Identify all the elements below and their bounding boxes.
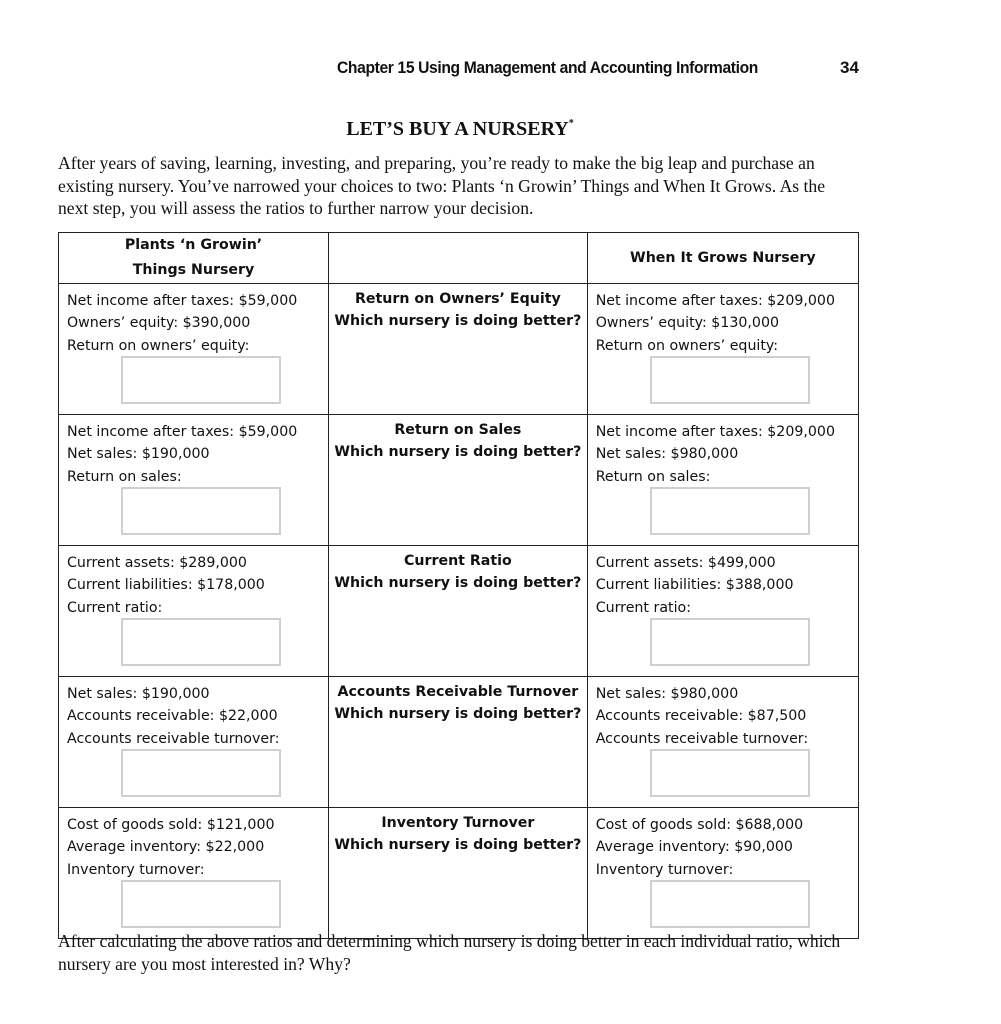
table-row-return-on-equity <box>59 284 859 415</box>
right-line: Current liabilities: $388,000 <box>595 577 794 594</box>
ratio-comparison-table <box>58 232 859 939</box>
right-line: Return on sales: <box>595 468 711 485</box>
left-line: Average inventory: $22,000 <box>67 839 265 856</box>
table-header-row <box>59 233 859 284</box>
right-nursery-header: When It Grows Nursery <box>587 233 858 284</box>
left-answer-box[interactable] <box>121 356 281 404</box>
left-line: Return on owners’ equity: <box>67 337 250 354</box>
left-line: Inventory turnover: <box>67 861 205 878</box>
right-answer-box[interactable] <box>650 487 810 535</box>
right-answer-box[interactable] <box>650 618 810 666</box>
right-line: Return on owners’ equity: <box>595 337 779 354</box>
left-line: Cost of goods sold: $121,000 <box>67 817 275 833</box>
right-answer-box[interactable] <box>650 356 810 404</box>
page-number: 34 <box>840 58 859 77</box>
left-answer-box[interactable] <box>121 749 281 797</box>
left-nursery-header <box>59 233 329 284</box>
left-cell <box>59 677 329 808</box>
left-line: Net income after taxes: $59,000 <box>67 293 298 309</box>
left-cell <box>59 808 329 939</box>
middle-cell <box>329 808 588 939</box>
right-answer-box[interactable] <box>650 880 810 928</box>
right-line: Inventory turnover: <box>595 861 734 878</box>
right-line: Cost of goods sold: $688,000 <box>595 817 804 833</box>
left-header-line-2: Things Nursery <box>132 262 255 278</box>
left-line: Accounts receivable turnover: <box>67 730 280 747</box>
comparison-question: Which nursery is doing better? <box>334 575 582 591</box>
left-cell <box>59 415 329 546</box>
table-row-current-ratio <box>59 546 859 677</box>
left-answer-box[interactable] <box>121 618 281 666</box>
left-line: Current liabilities: $178,000 <box>67 577 265 594</box>
table-row-return-on-sales <box>59 415 859 546</box>
left-cell <box>59 546 329 677</box>
left-line: Current assets: $289,000 <box>67 555 247 571</box>
left-answer-box[interactable] <box>121 487 281 535</box>
right-line: Net income after taxes: $209,000 <box>595 424 835 440</box>
right-line: Current assets: $499,000 <box>595 555 776 571</box>
left-line: Net sales: $190,000 <box>67 446 210 463</box>
footnote-mark: * <box>568 118 574 129</box>
left-line: Net income after taxes: $59,000 <box>67 424 298 440</box>
right-line: Net sales: $980,000 <box>595 686 739 702</box>
middle-header-blank <box>329 233 588 284</box>
right-cell <box>587 808 858 939</box>
title-text: LET’S BUY A NURSERY <box>346 118 569 140</box>
left-line: Accounts receivable: $22,000 <box>67 708 278 725</box>
ratio-name: Return on Owners’ Equity <box>354 291 561 307</box>
comparison-question: Which nursery is doing better? <box>334 837 582 853</box>
middle-cell <box>329 677 588 808</box>
intro-paragraph: After years of saving, learning, investing, and preparing, you’re ready to make the big leap and purchase an existing nursery. You’ve narrowed your choices to two: Plants ‘n Growin’ Things and When It Grows. As the next step, you will assess the ratios to further narrow your decision. <box>58 153 826 218</box>
right-cell <box>587 415 858 546</box>
ratio-name: Inventory Turnover <box>381 815 535 831</box>
table-row-receivable-turnover <box>59 677 859 808</box>
middle-cell <box>329 284 588 415</box>
right-cell <box>587 546 858 677</box>
ratio-name: Current Ratio <box>403 553 512 569</box>
right-line: Owners’ equity: $130,000 <box>595 315 780 332</box>
ratio-name: Return on Sales <box>394 422 522 438</box>
right-line: Accounts receivable turnover: <box>595 730 809 747</box>
left-line: Current ratio: <box>67 599 163 616</box>
right-line: Net sales: $980,000 <box>595 446 739 463</box>
ratio-name: Accounts Receivable Turnover <box>337 684 579 700</box>
left-line: Owners’ equity: $390,000 <box>67 315 251 332</box>
page-title <box>0 118 920 141</box>
left-cell <box>59 284 329 415</box>
right-line: Average inventory: $90,000 <box>595 839 793 856</box>
comparison-question: Which nursery is doing better? <box>334 706 582 722</box>
comparison-question: Which nursery is doing better? <box>334 444 582 460</box>
table-row-inventory-turnover <box>59 808 859 939</box>
closing-question: After calculating the above ratios and determining which nursery is doing better in each individual ratio, which nursery are you most interested in? Why? <box>58 931 841 974</box>
right-line: Accounts receivable: $87,500 <box>595 708 807 725</box>
chapter-header: Chapter 15 Using Management and Accounting Information <box>337 58 758 77</box>
right-cell <box>587 677 858 808</box>
middle-cell <box>329 546 588 677</box>
left-line: Return on sales: <box>67 468 182 485</box>
left-line: Net sales: $190,000 <box>67 686 210 702</box>
right-line: Current ratio: <box>595 599 691 616</box>
right-line: Net income after taxes: $209,000 <box>595 293 835 309</box>
right-answer-box[interactable] <box>650 749 810 797</box>
middle-cell <box>329 415 588 546</box>
comparison-question: Which nursery is doing better? <box>334 313 582 329</box>
right-cell <box>587 284 858 415</box>
left-answer-box[interactable] <box>121 880 281 928</box>
left-header-line-1: Plants ‘n Growin’ <box>124 237 263 253</box>
